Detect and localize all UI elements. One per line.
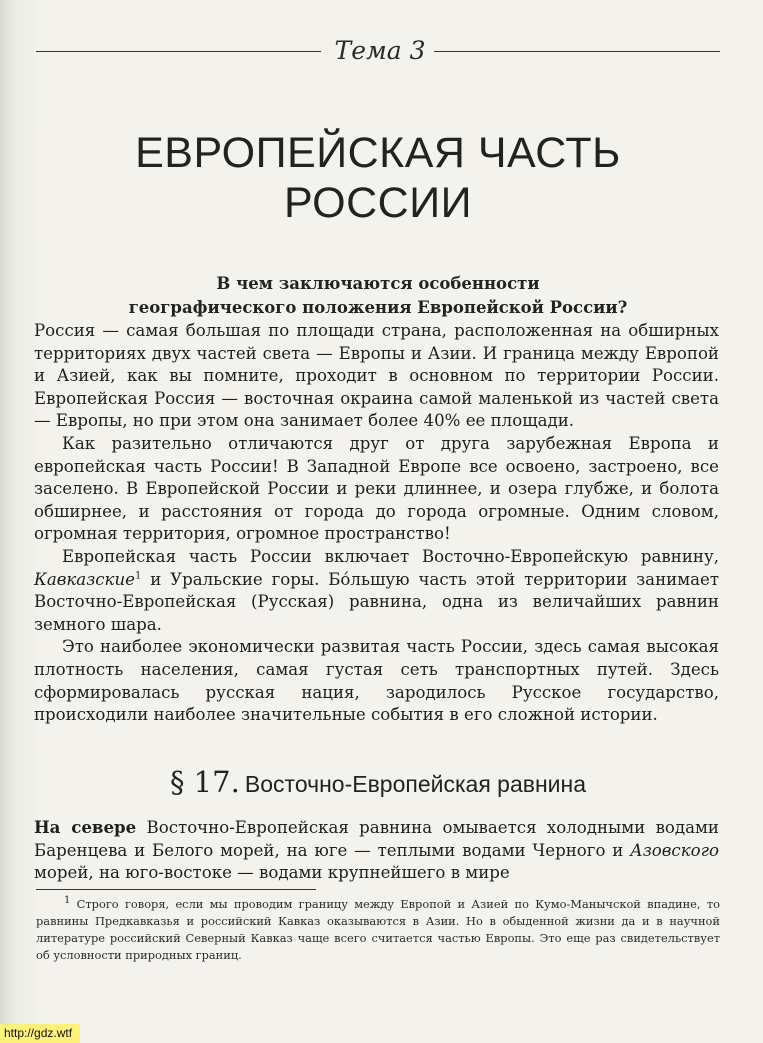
paragraph-4: Это наиболее экономически развитая часть России, здесь самая высокая плотность населения, самая густая сеть транспортных путей. Здесь сформировалась русская нация, зародилось Русское государство, происходили наиболее значительные события в его сложной истории. xyxy=(34,637,719,725)
watermark-label: http://gdz.wtf xyxy=(0,1024,80,1043)
footnote xyxy=(36,896,720,964)
paragraph-1: Россия — самая большая по площади страна, расположенная на обширных территориях двух частей света — Европы и Азии. И граница между Европой и Азией, как вы помните, проходит в основном по территории России. Европейская Россия — восточная окраина самой маленькой из частей света — Европы, но при этом она занимает более 40% ее площади. xyxy=(34,321,719,431)
footnote-reference: 1 xyxy=(134,570,142,581)
section-text xyxy=(34,816,719,885)
footnote-paragraph xyxy=(36,896,720,964)
paragraph-3 xyxy=(34,546,719,636)
question-line-1: В чем заключаются особенности xyxy=(216,274,540,293)
intro-text xyxy=(34,320,719,727)
section-text-part-2: морей, на юго-востоке — водами крупнейшего в мире xyxy=(34,863,510,883)
header-rule-right xyxy=(434,51,720,52)
section-number: § 17. xyxy=(169,765,240,799)
section-heading xyxy=(36,765,720,799)
section-text-part-1: Восточно-Европейская равнина омывается холодными водами Баренцева и Белого морей, на юге — теплыми водами Черного и xyxy=(34,818,719,860)
paragraph-3-end: и Уральские горы. Бо́льшую часть этой территории занимает Восточно-Европейская (Русская) равнина, одна из величайших равнин земного шара. xyxy=(34,569,719,634)
section-name: Восточно-Европейская равнина xyxy=(244,771,587,797)
chapter-title-line-2: РОССИИ xyxy=(283,179,473,227)
paragraph-3-italic-term: Кавказские xyxy=(34,569,135,589)
topic-label: Тема 3 xyxy=(334,36,426,65)
topic-header xyxy=(36,36,720,68)
footnote-text: Строго говоря, если мы проводим границу между Европой и Азией по Кумо-Манычской впадине, то равнины Предкавказья и российский Кавказ оказываются в Азии. Но в обыденной жизни да и в научной литературе российский Северный Кавказ чаще всего считается частью Европы. Это еще раз свидетельствует об условности природных границ. xyxy=(36,897,720,962)
section-italic-term: Азовского xyxy=(630,840,719,860)
paragraph-3-start: Европейская часть России включает Восточно-Европейскую равнину, xyxy=(62,546,719,566)
question-line-2: географического положения Европейской России? xyxy=(128,298,628,317)
chapter-title xyxy=(36,128,720,228)
section-bold-lead: На севере xyxy=(34,817,137,837)
section-paragraph-1 xyxy=(34,816,719,885)
footnote-divider xyxy=(36,889,316,890)
chapter-title-line-1: ЕВРОПЕЙСКАЯ ЧАСТЬ xyxy=(135,129,621,177)
footnote-mark: 1 xyxy=(64,895,71,907)
header-rule-left xyxy=(36,51,321,52)
guiding-question xyxy=(36,272,720,320)
paragraph-2: Как разительно отличаются друг от друга зарубежная Европа и европейская часть России! В Западной Европе все освоено, застроено, все заселено. В Европейской России и реки длиннее, и озера глубже, и болота обширнее, и расстояния от города до города огромные. Одним словом, огромная территория, огромное пространство! xyxy=(34,433,719,544)
